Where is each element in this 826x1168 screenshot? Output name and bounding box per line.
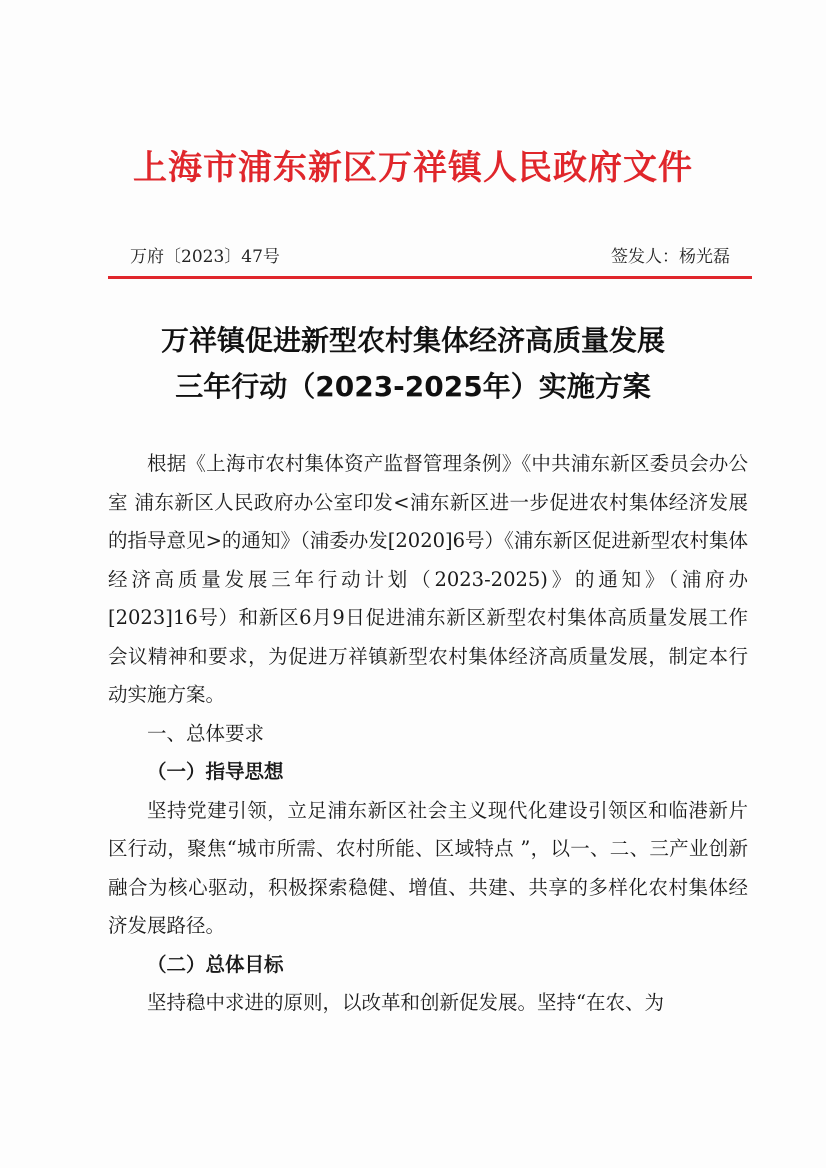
guiding-ideology-paragraph: 坚持党建引领，立足浦东新区社会主义现代化建设引领区和临港新片区行动，聚焦“城市所需、农村所能、区域特点 ”，以一、二、三产业创新融合为核心驱动，积极探索稳健、增值、共建、共享的多样化农村集体经济发展路径。 bbox=[108, 798, 748, 937]
signer: 签发人：杨光磊 bbox=[611, 247, 730, 267]
subsection-heading-guiding-ideology: （一）指导思想 bbox=[147, 760, 284, 783]
document-meta-row bbox=[130, 242, 730, 266]
subsection-heading-overall-goals: （二）总体目标 bbox=[147, 952, 284, 976]
document-body bbox=[108, 445, 748, 1023]
section-heading-overall-requirements: 一、总体要求 bbox=[147, 721, 265, 745]
issuing-authority-header: 上海市浦东新区万祥镇人民政府文件 bbox=[133, 148, 693, 188]
document-title bbox=[0, 318, 826, 410]
intro-paragraph: 根据《上海市农村集体资产监督管理条例》《中共浦东新区委员会办公室 浦东新区人民政府办公室印发<浦东新区进一步促进农村集体经济发展的指导意见>的通知》（浦委办发[2020]6号）《浦东新区促进新型农村集体经济高质量发展三年行动计划（2023-2025)》的通知》（浦府办[2023]16号）和新区6月9日促进浦东新区新型农村集体高质量发展工作会议精神和要求，为促进万祥镇新型农村集体经济高质量发展，制定本行动实施方案。 bbox=[108, 452, 748, 706]
overall-goals-paragraph: 坚持稳中求进的原则，以改革和创新促发展。坚持“在农、为 bbox=[147, 991, 664, 1014]
red-divider-line bbox=[108, 276, 752, 279]
document-title-line-2: 三年行动（2023-2025年）实施方案 bbox=[175, 370, 651, 403]
document-title-line-1: 万祥镇促进新型农村集体经济高质量发展 bbox=[160, 324, 665, 357]
document-number: 万府〔2023〕47号 bbox=[130, 247, 280, 267]
